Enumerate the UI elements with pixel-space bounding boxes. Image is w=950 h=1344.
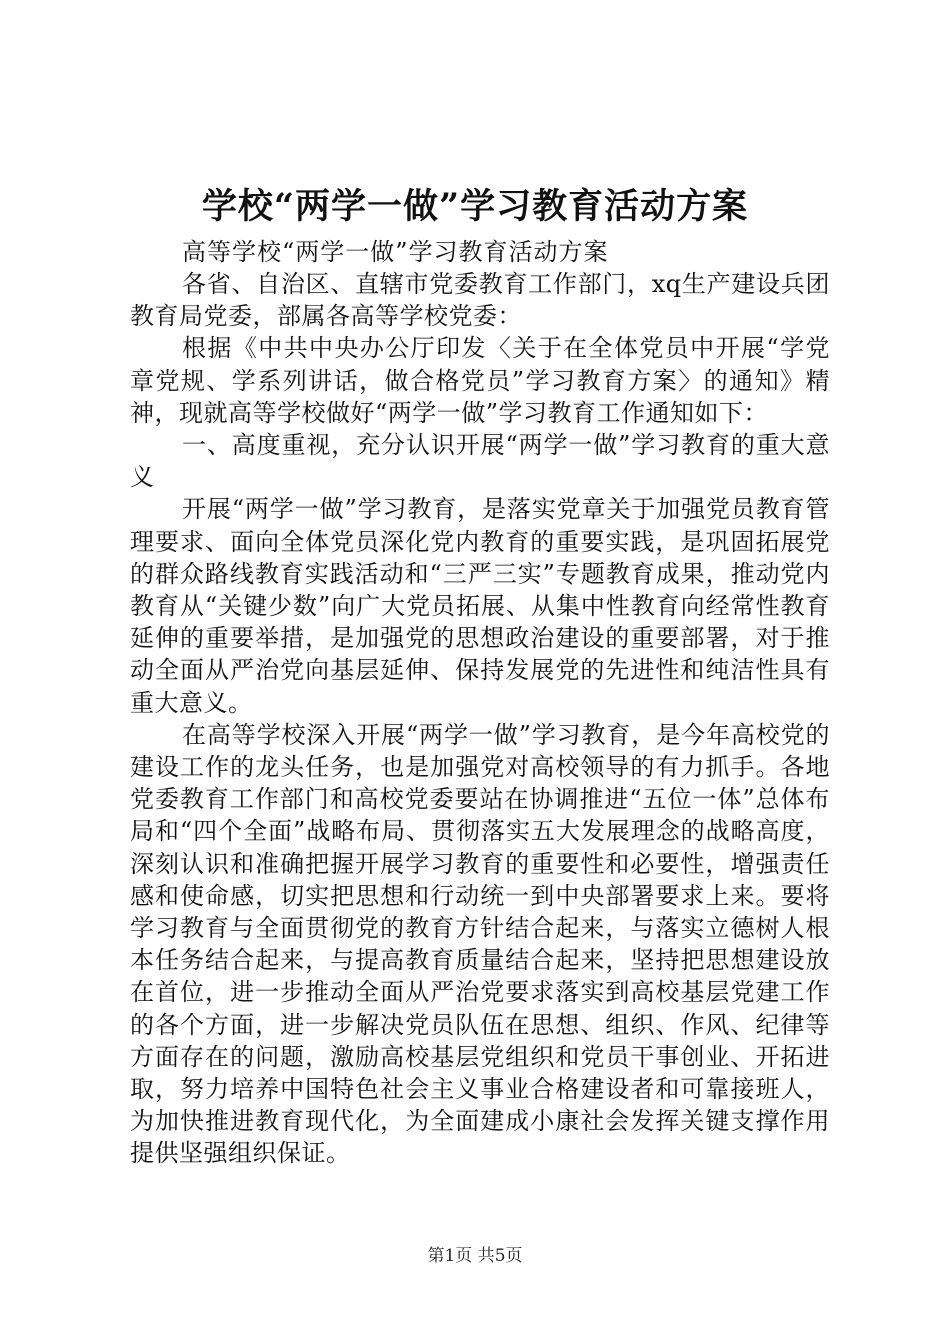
paragraph-significance: 开展“两学一做”学习教育，是落实党章关于加强党员教育管理要求、面向全体党员深化党内教育的重要实践，是巩固拓展党的群众路线教育实践活动和“三严三实”专题教育成果，推动党内教育从“关键少数”向广大党员拓展、从集中性教育向经常性教育延伸的重要举措，是加强党的思想政治建设的重要部署，对于推动全面从严治党向基层延伸、保持发展党的先进性和纯洁性具有重大意义。 [130,495,830,717]
document-body [130,236,830,1170]
page-footer: 第1页 共5页 [427,1246,523,1266]
paragraph-salutation: 各省、自治区、直辖市党委教育工作部门，xq生产建设兵团教育局党委，部属各高等学校党委： [130,270,830,331]
document-subtitle: 高等学校“两学一做”学习教育活动方案 [182,238,609,266]
paragraph-intro: 根据《中共中央办公厅印发〈关于在全体党员中开展“学党章党规、学系列讲话，做合格党员”学习教育方案〉的通知》精神，现就高等学校做好“两学一做”学习教育工作通知如下： [130,334,830,427]
document-title: 学校“两学一做”学习教育活动方案 [201,186,749,227]
paragraph-university-task: 在高等学校深入开展“两学一做”学习教育，是今年高校党的建设工作的龙头任务，也是加强党对高校领导的有力抓手。各地党委教育工作部门和高校党委要站在协调推进“五位一体”总体布局和“四个全面”战略布局、贯彻落实五大发展理念的战略高度，深刻认识和准确把握开展学习教育的重要性和必要性，增强责任感和使命感，切实把思想和行动统一到中央部署要求上来。要将学习教育与全面贯彻党的教育方针结合起来，与落实立德树人根本任务结合起来，与提高教育质量结合起来，坚持把思想建设放在首位，进一步推动全面从严治党要求落实到高校基层党建工作的各个方面，进一步解决党员队伍在思想、组织、作风、纪律等方面存在的问题，激励高校基层党组织和党员干事创业、开拓进取，努力培养中国特色社会主义事业合格建设者和可靠接班人，为加快推进教育现代化，为全面建成小康社会发挥关键支撑作用提供坚强组织保证。 [130,720,830,1168]
section-heading-1: 一、高度重视，充分认识开展“两学一做”学习教育的重大意义 [130,431,830,492]
